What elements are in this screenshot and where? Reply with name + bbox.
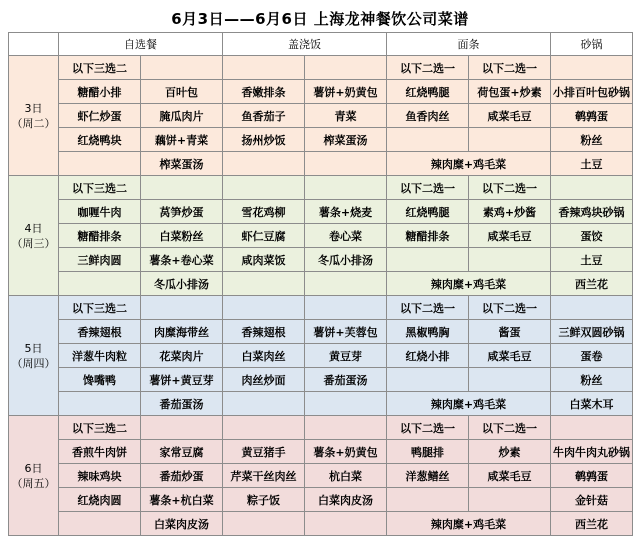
menu-cell: 红烧鸭块 — [59, 128, 141, 152]
table-row — [9, 152, 633, 176]
day-label — [9, 176, 59, 296]
menu-cell: 粉丝 — [551, 368, 633, 392]
table-row — [9, 128, 633, 152]
menu-cell: 香辣鸡块砂锅 — [551, 200, 633, 224]
header-gaijiaofan: 盖浇饭 — [223, 33, 387, 56]
menu-cell: 香辣翅根 — [223, 320, 305, 344]
menu-cell: 榨菜蛋汤 — [141, 152, 223, 176]
menu-cell: 以下三选二 — [59, 416, 141, 440]
menu-cell: 腌瓜肉片 — [141, 104, 223, 128]
table-row — [9, 320, 633, 344]
menu-cell: 黑椒鸭胸 — [387, 320, 469, 344]
menu-cell: 薯条+杭白菜 — [141, 488, 223, 512]
table-row — [9, 440, 633, 464]
menu-cell: 咸菜毛豆 — [469, 344, 551, 368]
day-label — [9, 296, 59, 416]
menu-cell: 红烧鸭腿 — [387, 200, 469, 224]
menu-cell — [223, 512, 305, 536]
menu-cell — [387, 248, 469, 272]
menu-cell: 以下三选二 — [59, 56, 141, 80]
menu-cell: 以下二选一 — [387, 416, 469, 440]
menu-cell: 以下二选一 — [387, 176, 469, 200]
menu-cell — [551, 416, 633, 440]
table-row — [9, 344, 633, 368]
table-row — [9, 392, 633, 416]
header-zixuancan: 自选餐 — [59, 33, 223, 56]
menu-cell: 咸菜毛豆 — [469, 104, 551, 128]
menu-cell: 杭白菜 — [305, 464, 387, 488]
menu-cell: 辣肉糜+鸡毛菜 — [387, 512, 551, 536]
menu-cell — [223, 392, 305, 416]
menu-cell: 荷包蛋+炒素 — [469, 80, 551, 104]
corner-cell — [9, 33, 59, 56]
table-row — [9, 272, 633, 296]
menu-cell — [305, 416, 387, 440]
menu-cell: 青菜 — [305, 104, 387, 128]
menu-cell: 薯条+奶黄包 — [305, 440, 387, 464]
menu-cell — [469, 488, 551, 512]
menu-cell: 蛋卷 — [551, 344, 633, 368]
menu-cell: 薯饼+芙蓉包 — [305, 320, 387, 344]
menu-cell: 以下二选一 — [469, 416, 551, 440]
menu-cell — [141, 56, 223, 80]
menu-cell: 鱼香肉丝 — [387, 104, 469, 128]
day-weekday: （周二） — [11, 116, 56, 130]
menu-cell — [305, 512, 387, 536]
menu-cell: 薯饼+奶黄包 — [305, 80, 387, 104]
menu-cell — [551, 176, 633, 200]
menu-cell: 辣肉糜+鸡毛菜 — [387, 152, 551, 176]
table-row — [9, 248, 633, 272]
day-section — [9, 416, 633, 536]
menu-cell — [223, 416, 305, 440]
menu-cell: 糖醋排条 — [59, 224, 141, 248]
menu-cell: 牛肉牛肉丸砂锅 — [551, 440, 633, 464]
menu-cell: 番茄蛋汤 — [305, 368, 387, 392]
day-section — [9, 56, 633, 176]
day-weekday: （周四） — [11, 356, 56, 370]
menu-cell: 糖醋排条 — [387, 224, 469, 248]
menu-cell — [223, 272, 305, 296]
menu-cell: 咖喱牛肉 — [59, 200, 141, 224]
menu-cell — [59, 152, 141, 176]
menu-cell: 鸭腿排 — [387, 440, 469, 464]
menu-cell — [59, 272, 141, 296]
menu-cell — [59, 392, 141, 416]
menu-cell: 土豆 — [551, 248, 633, 272]
menu-cell: 咸菜毛豆 — [469, 224, 551, 248]
menu-cell: 薯条+卷心菜 — [141, 248, 223, 272]
day-date: 4日 — [24, 221, 43, 235]
menu-cell: 咸菜毛豆 — [469, 464, 551, 488]
menu-cell — [387, 128, 469, 152]
menu-cell: 肉丝炒面 — [223, 368, 305, 392]
menu-cell: 香辣翅根 — [59, 320, 141, 344]
menu-cell — [141, 176, 223, 200]
menu-cell — [551, 56, 633, 80]
menu-cell: 雪花鸡柳 — [223, 200, 305, 224]
day-section — [9, 296, 633, 416]
menu-cell — [469, 248, 551, 272]
table-row — [9, 56, 633, 80]
table-row — [9, 368, 633, 392]
menu-cell: 西兰花 — [551, 272, 633, 296]
menu-header — [9, 33, 633, 56]
menu-cell: 家常豆腐 — [141, 440, 223, 464]
menu-cell — [469, 128, 551, 152]
menu-cell: 以下三选二 — [59, 176, 141, 200]
menu-table — [8, 32, 633, 536]
menu-cell: 咸肉菜饭 — [223, 248, 305, 272]
table-row — [9, 488, 633, 512]
menu-cell — [305, 272, 387, 296]
menu-cell: 藕饼+青菜 — [141, 128, 223, 152]
menu-cell: 三鲜肉圆 — [59, 248, 141, 272]
menu-cell: 西兰花 — [551, 512, 633, 536]
menu-cell: 以下二选一 — [469, 176, 551, 200]
menu-cell — [223, 56, 305, 80]
table-row — [9, 296, 633, 320]
menu-cell: 虾仁豆腐 — [223, 224, 305, 248]
menu-cell: 以下三选二 — [59, 296, 141, 320]
menu-cell: 冬瓜小排汤 — [305, 248, 387, 272]
table-row — [9, 200, 633, 224]
menu-cell: 榨菜蛋汤 — [305, 128, 387, 152]
menu-cell — [59, 512, 141, 536]
table-row — [9, 416, 633, 440]
menu-cell: 炒素 — [469, 440, 551, 464]
menu-cell — [223, 296, 305, 320]
menu-cell: 薯饼+黄豆芽 — [141, 368, 223, 392]
header-miantiao: 面条 — [387, 33, 551, 56]
menu-cell: 粽子饭 — [223, 488, 305, 512]
menu-cell: 香煎牛肉饼 — [59, 440, 141, 464]
menu-cell: 白菜肉丝 — [223, 344, 305, 368]
menu-cell: 黄豆猪手 — [223, 440, 305, 464]
menu-cell: 辣味鸡块 — [59, 464, 141, 488]
menu-cell: 红烧小排 — [387, 344, 469, 368]
day-date: 5日 — [24, 341, 43, 355]
table-row — [9, 176, 633, 200]
menu-cell: 白菜木耳 — [551, 392, 633, 416]
menu-cell: 以下二选一 — [469, 296, 551, 320]
menu-cell: 金针菇 — [551, 488, 633, 512]
menu-cell — [305, 152, 387, 176]
day-date: 3日 — [24, 101, 43, 115]
day-weekday: （周三） — [11, 236, 56, 250]
menu-cell: 土豆 — [551, 152, 633, 176]
menu-cell: 洋葱牛肉粒 — [59, 344, 141, 368]
menu-cell: 酱蛋 — [469, 320, 551, 344]
menu-cell: 白菜粉丝 — [141, 224, 223, 248]
menu-cell: 鹌鹑蛋 — [551, 104, 633, 128]
menu-cell — [387, 368, 469, 392]
menu-cell: 馋嘴鸭 — [59, 368, 141, 392]
day-section — [9, 176, 633, 296]
menu-cell: 鹌鹑蛋 — [551, 464, 633, 488]
menu-cell: 冬瓜小排汤 — [141, 272, 223, 296]
menu-cell: 以下二选一 — [387, 296, 469, 320]
menu-cell: 芹菜干丝肉丝 — [223, 464, 305, 488]
menu-cell: 莴笋炒蛋 — [141, 200, 223, 224]
menu-cell: 红烧鸭腿 — [387, 80, 469, 104]
menu-cell: 糖醋小排 — [59, 80, 141, 104]
header-shaguo: 砂锅 — [551, 33, 633, 56]
menu-cell: 红烧肉圆 — [59, 488, 141, 512]
menu-cell: 辣肉糜+鸡毛菜 — [387, 272, 551, 296]
table-row — [9, 80, 633, 104]
menu-cell: 辣肉糜+鸡毛菜 — [387, 392, 551, 416]
menu-cell — [305, 296, 387, 320]
menu-cell — [305, 392, 387, 416]
menu-cell — [305, 56, 387, 80]
day-date: 6日 — [24, 461, 43, 475]
menu-cell: 洋葱鳝丝 — [387, 464, 469, 488]
menu-cell: 白菜肉皮汤 — [141, 512, 223, 536]
menu-cell: 虾仁炒蛋 — [59, 104, 141, 128]
page-title: 6月3日——6月6日 上海龙神餐饮公司菜谱 — [171, 10, 469, 28]
menu-cell: 素鸡+炒酱 — [469, 200, 551, 224]
menu-cell: 以下二选一 — [387, 56, 469, 80]
menu-cell: 卷心菜 — [305, 224, 387, 248]
menu-cell: 白菜肉皮汤 — [305, 488, 387, 512]
menu-cell: 花菜肉片 — [141, 344, 223, 368]
day-label — [9, 56, 59, 176]
menu-cell: 番茄炒蛋 — [141, 464, 223, 488]
menu-cell: 蛋饺 — [551, 224, 633, 248]
menu-cell: 薯条+烧麦 — [305, 200, 387, 224]
menu-cell: 百叶包 — [141, 80, 223, 104]
menu-cell — [141, 296, 223, 320]
menu-cell: 小排百叶包砂锅 — [551, 80, 633, 104]
table-row — [9, 464, 633, 488]
menu-cell — [551, 296, 633, 320]
menu-cell: 香嫩排条 — [223, 80, 305, 104]
menu-cell: 黄豆芽 — [305, 344, 387, 368]
menu-cell: 三鲜双圆砂锅 — [551, 320, 633, 344]
menu-cell: 粉丝 — [551, 128, 633, 152]
menu-cell — [469, 368, 551, 392]
day-label — [9, 416, 59, 536]
menu-cell: 鱼香茄子 — [223, 104, 305, 128]
menu-cell: 以下二选一 — [469, 56, 551, 80]
menu-cell — [223, 152, 305, 176]
day-weekday: （周五） — [11, 476, 56, 490]
menu-cell — [387, 488, 469, 512]
menu-cell — [305, 176, 387, 200]
table-row — [9, 224, 633, 248]
menu-cell: 番茄蛋汤 — [141, 392, 223, 416]
menu-cell — [223, 176, 305, 200]
menu-cell — [141, 416, 223, 440]
menu-cell: 扬州炒饭 — [223, 128, 305, 152]
table-row — [9, 104, 633, 128]
menu-cell: 肉糜海带丝 — [141, 320, 223, 344]
table-row — [9, 512, 633, 536]
